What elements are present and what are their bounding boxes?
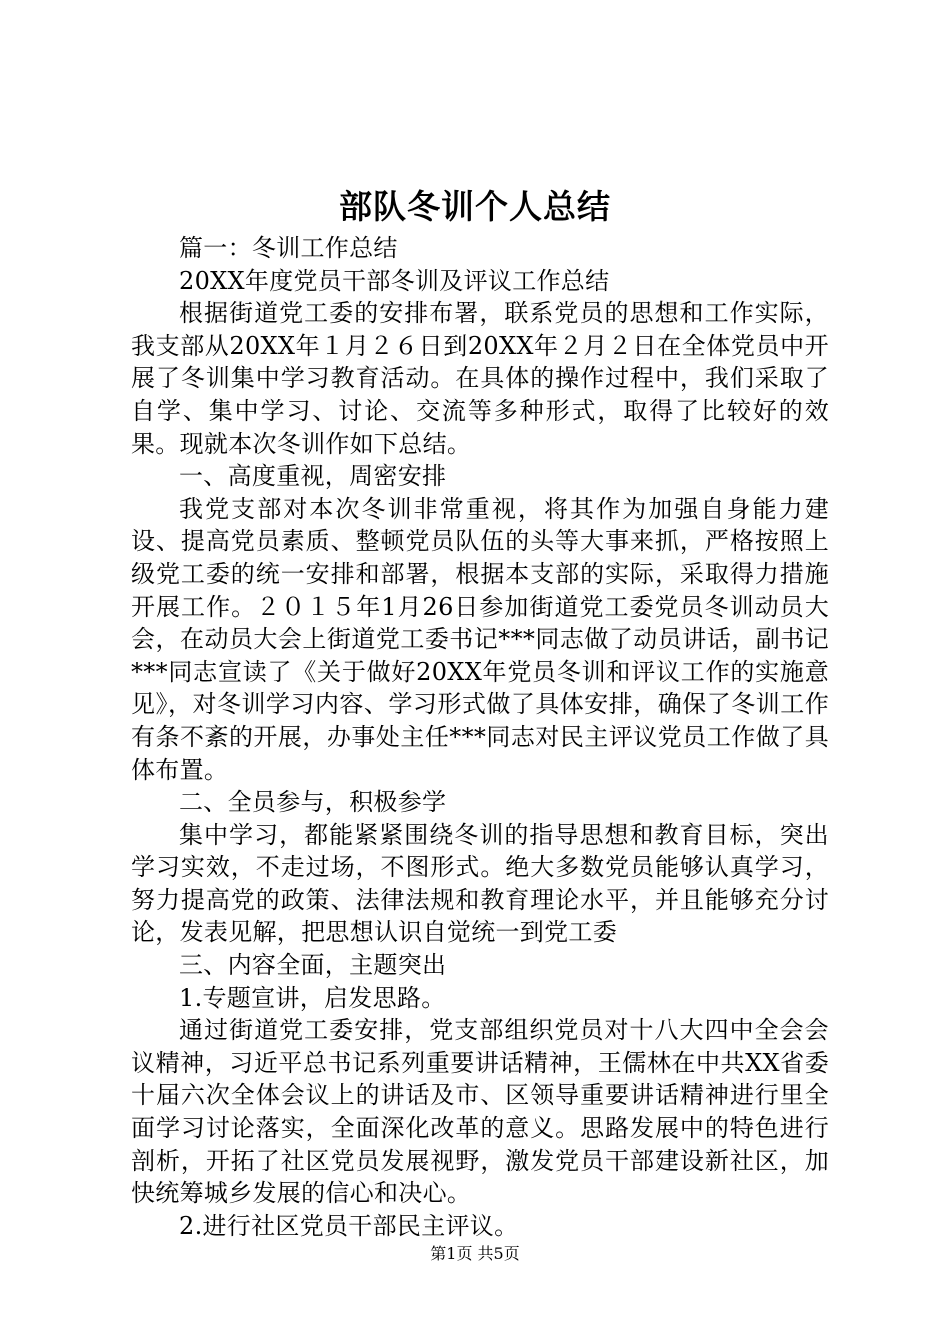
section-heading: 篇一：冬训工作总结 [179, 234, 398, 262]
paragraph: 通过街道党工委安排，党支部组织党员对十八大四中全会会议精神，习近平总书记系列重要讲话精神，王儒林在中共XX省委十届六次全体会议上的讲话及市、区领导重要讲话精神进行里全面学习讨论落实，全面深化改革的意义。思路发展中的特色进行剖析，开拓了社区党员发展视野，激发党员干部建设新社区，加快统筹城乡发展的信心和决心。 [131, 1016, 829, 1208]
paragraph: 我党支部对本次冬训非常重视，将其作为加强自身能力建设、提高党员素质、整顿党员队伍的头等大事来抓，严格按照上级党工委的统一安排和部署，根据本支部的实际，采取得力措施开展工作。２０１５年1月26日参加街道党工委党员冬训动员大会，在动员大会上街道党工委书记***同志做了动员讲话，副书记***同志宣读了《关于做好20XX年党员冬训和评议工作的实施意见》，对冬训学习内容、学习形式做了具体安排，确保了冬训工作有条不紊的开展，办事处主任***同志对民主评议党员工作做了具体布置。 [131, 494, 829, 784]
document-body [131, 232, 829, 1242]
subtitle: 20XX年度党员干部冬训及评议工作总结 [179, 266, 610, 295]
document-title: 部队冬训个人总结 [339, 187, 611, 226]
section-heading: 三、内容全面，主题突出 [179, 951, 447, 980]
section-heading: 一、高度重视，周密安排 [179, 462, 447, 491]
page-number: 第1页 共5页 [430, 1244, 520, 1263]
subsection-heading: 2.进行社区党员干部民主评议。 [179, 1211, 519, 1240]
subsection-heading: 1.专题宣讲，启发思路。 [179, 983, 446, 1012]
paragraph: 集中学习，都能紧紧围绕冬训的指导思想和教育目标，突出学习实效，不走过场，不图形式。绝大多数党员能够认真学习，努力提高党的政策、法律法规和教育理论水平，并且能够充分讨论，发表见解，把思想认识自觉统一到党工委 [131, 820, 829, 947]
section-heading: 二、全员参与，积极参学 [179, 788, 447, 817]
paragraph: 根据街道党工委的安排布署，联系党员的思想和工作实际，我支部从20XX年１月２６日到20XX年２月２日在全体党员中开展了冬训集中学习教育活动。在具体的操作过程中，我们采取了自学、集中学习、讨论、交流等多种形式，取得了比较好的效果。现就本次冬训作如下总结。 [131, 299, 829, 458]
